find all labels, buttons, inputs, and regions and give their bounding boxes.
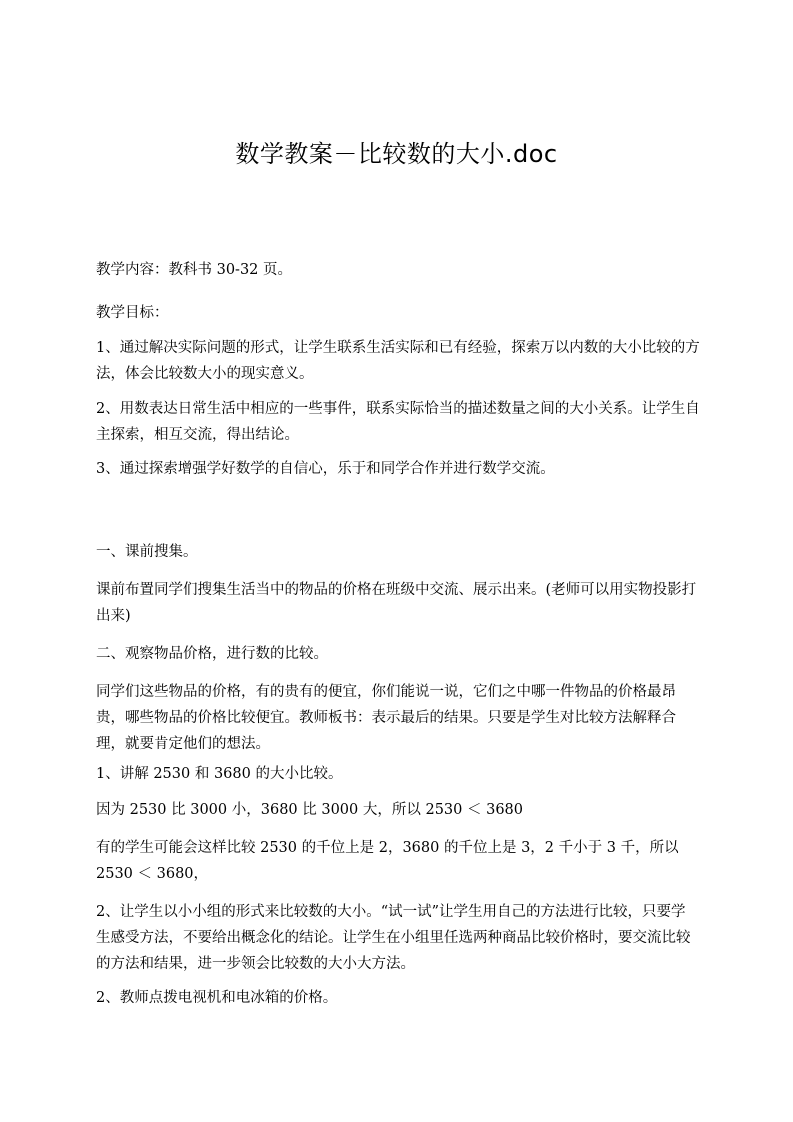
paragraph-item-2-groups: 2、让学生以小小组的形式来比较数的大小。“试一试”让学生用自己的方法进行比较，只要学生感受方法，不要给出概念化的结论。让学生在小组里任选两种商品比较价格时，要交流比较的方法和结果，进一步领会比较数的大小大方法。 <box>96 904 691 972</box>
paragraph-item-2-teacher: 2、教师点拨电视机和电冰箱的价格。 <box>96 990 338 1006</box>
paragraph-thousands-compare: 有的学生可能会这样比较 2530 的千位上是 2，3680 的千位上是 3，2 千小于 3 千，所以 2530 ＜ 3680， <box>96 840 679 882</box>
paragraph-comparison: 因为 2530 比 3000 小，3680 比 3000 大，所以 2530 ＜ 3680 <box>96 802 523 818</box>
paragraph-teaching-goals-heading: 教学目标： <box>96 305 169 321</box>
paragraph-section-2-heading: 二、观察物品价格，进行数的比较。 <box>96 646 328 662</box>
paragraph-goal-2: 2、用数表达日常生活中相应的一些事件，联系实际恰当的描述数量之间的大小关系。让学生自主探索，相互交流，得出结论。 <box>96 401 700 443</box>
paragraph-item-1: 1、讲解 2530 和 3680 的大小比较。 <box>96 766 343 782</box>
paragraph-teaching-content: 教学内容：教科书 30-32 页。 <box>96 262 293 278</box>
paragraph-section-1-body: 课前布置同学们搜集生活当中的物品的价格在班级中交流、展示出来。(老师可以用实物投影打出来) <box>96 582 697 624</box>
paragraph-section-2-body: 同学们这些物品的价格，有的贵有的便宜，你们能说一说，它们之中哪一件物品的价格最昂贵，哪些物品的价格比较便宜。教师板书：表示最后的结果。只要是学生对比较方法解释合理，就要肯定他们的想法。 <box>96 684 676 752</box>
paragraph-section-1-heading: 一、课前搜集。 <box>96 544 198 560</box>
document-title: 数学教案－比较数的大小.doc <box>235 140 558 168</box>
paragraph-goal-1: 1、通过解决实际问题的形式，让学生联系生活实际和已有经验，探索万以内数的大小比较的方法，体会比较数大小的现实意义。 <box>96 340 700 382</box>
paragraph-goal-3: 3、通过探索增强学好数学的自信心，乐于和同学合作并进行数学交流。 <box>96 461 555 477</box>
